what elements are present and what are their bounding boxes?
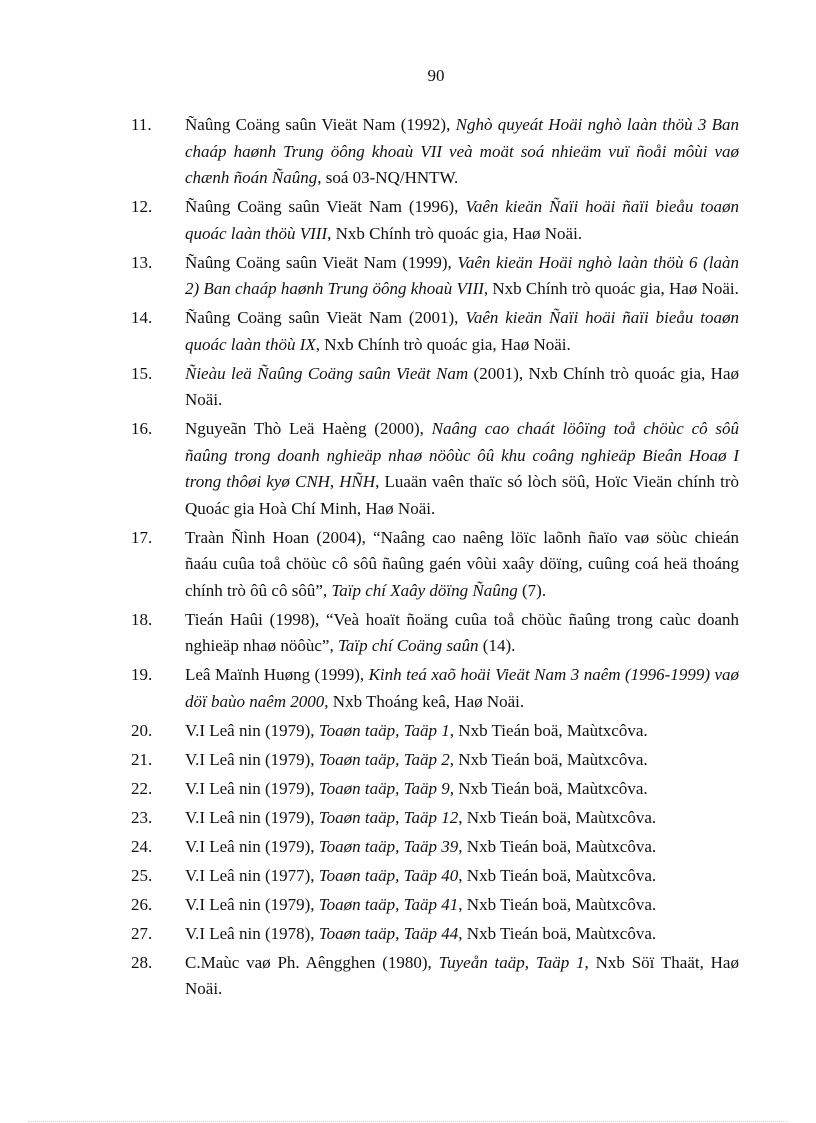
reference-number: 22.	[131, 778, 153, 798]
reference-author-year: Tieán Haûi (1998), “Veà hoaït ñoäng cuûa toå chöùc ñaûng trong caùc doanh nghieäp nhaø nöôùc”,	[185, 609, 739, 655]
reference-number: 21.	[131, 749, 153, 769]
reference-number: 25.	[131, 865, 153, 885]
reference-number: 13.	[131, 252, 153, 272]
reference-text	[185, 805, 739, 832]
reference-number: 19.	[131, 665, 153, 684]
reference-item	[131, 805, 739, 832]
reference-publisher: (14).	[478, 636, 516, 655]
reference-title: Toaøn taäp, Taäp 39	[318, 836, 459, 856]
reference-author-year: C.Maùc vaø Ph. Aêngghen (1980),	[185, 952, 439, 972]
reference-author-year: Traàn Ñình Hoan (2004), “Naâng cao naêng löïc laõnh ñaïo vaø söùc chieán ñaáu cuûa toå chöùc cô sôû ñaûng gaén vôùi xaây döïng, cuûng coá heä thoáng chính trò ôû cô sôû”,	[185, 527, 739, 600]
reference-author-year: Ñaûng Coäng saûn Vieät Nam (1992),	[185, 115, 456, 134]
reference-item	[131, 950, 739, 1003]
reference-number: 27.	[131, 923, 153, 943]
reference-number: 20.	[131, 720, 153, 740]
reference-title: Vaên kieän Ñaïi hoäi ñaïi bieåu toaøn quoác laàn thöù VIII	[185, 197, 739, 243]
reference-text	[185, 305, 739, 358]
reference-author-year: V.I Leâ nin (1977),	[185, 865, 319, 885]
reference-title: Nghò quyeát Hoäi nghò laàn thöù 3 Ban chaáp haønh Trung öông khoaù VII veà moät soá nhieäm vuï ñoåi môùi vaø chænh ñoán Ñaûng	[185, 115, 739, 187]
reference-author-year: Nguyeãn Thò Leä Haèng (2000),	[185, 419, 432, 438]
reference-item	[131, 718, 739, 745]
reference-text	[185, 776, 739, 803]
reference-author-year: Ñaûng Coäng saûn Vieät Nam (1999),	[185, 252, 458, 272]
reference-publisher: , Nxb Chính trò quoác gia, Haø Noäi.	[483, 279, 739, 298]
reference-author-year: V.I Leâ nin (1979),	[185, 894, 319, 914]
reference-author-year: Ñaûng Coäng saûn Vieät Nam (2001),	[185, 308, 466, 327]
reference-text	[185, 607, 739, 660]
reference-author-year: V.I Leâ nin (1978),	[185, 923, 319, 943]
reference-text	[185, 863, 739, 890]
reference-number: 23.	[131, 807, 153, 827]
reference-title: Toaøn taäp, Taäp 1	[318, 720, 450, 740]
reference-number: 24.	[131, 836, 153, 856]
reference-item	[131, 525, 739, 605]
reference-title: Taïp chí Xaây döïng Ñaûng	[331, 580, 518, 600]
reference-item	[131, 250, 739, 303]
reference-item	[131, 776, 739, 803]
reference-title: Ñieàu leä Ñaûng Coäng saûn Vieät Nam	[185, 363, 469, 383]
reference-title: Vaên kieän Hoäi nghò laàn thöù 6 (laàn 2) Ban chaáp haønh Trung öông khoaù VIII	[185, 252, 739, 298]
reference-text	[185, 950, 739, 1003]
reference-text	[185, 747, 739, 774]
reference-publisher: , Nxb Chính trò quoác gia, Haø Noäi.	[327, 223, 583, 243]
reference-publisher: , Nxb Tieán boä, Maùtxcôva.	[449, 778, 648, 798]
reference-title: Toaøn taäp, Taäp 12	[318, 807, 459, 827]
reference-title: Toaøn taäp, Taäp 44	[318, 923, 459, 943]
reference-item	[131, 662, 739, 715]
reference-text	[185, 361, 739, 414]
reference-publisher: (2001), Nxb Chính trò quoác gia, Haø Noäi.	[185, 363, 739, 409]
reference-number: 15.	[131, 363, 153, 383]
reference-text	[185, 112, 739, 192]
reference-item	[131, 416, 739, 522]
reference-text	[185, 416, 739, 522]
reference-item	[131, 892, 739, 919]
reference-item	[131, 921, 739, 948]
reference-text	[185, 892, 739, 919]
reference-title: Tuyeån taäp, Taäp 1	[438, 952, 585, 972]
page-number: 90	[427, 66, 445, 85]
reference-title: Kinh teá xaõ hoäi Vieät Nam 3 naêm (1996-1999) vaø döï baùo naêm 2000	[185, 665, 739, 711]
reference-author-year: Ñaûng Coäng saûn Vieät Nam (1996),	[185, 197, 466, 216]
reference-publisher: (7).	[517, 580, 547, 600]
reference-text	[185, 250, 739, 303]
reference-item	[131, 194, 739, 247]
reference-title: Toaøn taäp, Taäp 9	[318, 778, 450, 798]
reference-publisher: , Nxb Söï Thaät, Haø Noäi.	[185, 952, 739, 998]
reference-number: 14.	[131, 308, 153, 327]
reference-number: 18.	[131, 609, 153, 629]
reference-item	[131, 305, 739, 358]
reference-number: 26.	[131, 894, 153, 914]
reference-publisher: , Nxb Tieán boä, Maùtxcôva.	[458, 807, 657, 827]
reference-publisher: , Nxb Thoáng keâ, Haø Noäi.	[324, 691, 525, 711]
reference-author-year: V.I Leâ nin (1979),	[185, 778, 319, 798]
reference-publisher: , Nxb Tieán boä, Maùtxcôva.	[449, 749, 648, 769]
reference-item	[131, 607, 739, 660]
reference-title: Naâng cao chaát löôïng toå chöùc cô sôû ñaûng trong doanh nghieäp nhaø nöôùc ôû khu coâng nghieäp Bieân Hoaø I trong thôøi kyø CNH, HÑH	[185, 419, 739, 491]
reference-text	[185, 718, 739, 745]
reference-item	[131, 361, 739, 414]
reference-item	[131, 834, 739, 861]
reference-item	[131, 863, 739, 890]
reference-text	[185, 194, 739, 247]
reference-title: Taïp chí Coäng saûn	[337, 636, 479, 655]
reference-title: Toaøn taäp, Taäp 2	[318, 749, 450, 769]
reference-publisher: , Nxb Tieán boä, Maùtxcôva.	[458, 894, 657, 914]
reference-author-year: V.I Leâ nin (1979),	[185, 749, 319, 769]
reference-number: 11.	[131, 115, 152, 134]
reference-publisher: , Nxb Tieán boä, Maùtxcôva.	[449, 720, 648, 740]
reference-item	[131, 747, 739, 774]
reference-author-year: V.I Leâ nin (1979),	[185, 720, 319, 740]
reference-title: Toaøn taäp, Taäp 41	[318, 894, 459, 914]
reference-number: 12.	[131, 197, 153, 216]
reference-author-year: V.I Leâ nin (1979),	[185, 807, 319, 827]
reference-author-year: Leâ Maïnh Huøng (1999),	[185, 665, 369, 684]
reference-item	[131, 112, 739, 192]
reference-text	[185, 834, 739, 861]
reference-text	[185, 525, 739, 605]
reference-author-year: V.I Leâ nin (1979),	[185, 836, 319, 856]
reference-list	[131, 112, 739, 1005]
reference-text	[185, 662, 739, 715]
reference-title: Vaên kieän Ñaïi hoäi ñaïi bieåu toaøn quoác laàn thöù IX	[185, 308, 739, 354]
reference-number: 17.	[131, 527, 153, 547]
reference-publisher: , Nxb Chính trò quoác gia, Haø Noäi.	[315, 334, 571, 354]
reference-text	[185, 921, 739, 948]
reference-publisher: , Nxb Tieán boä, Maùtxcôva.	[458, 865, 657, 885]
reference-publisher: , soá 03-NQ/HNTW.	[317, 168, 459, 187]
reference-title: Toaøn taäp, Taäp 40	[318, 865, 459, 885]
reference-publisher: , Nxb Tieán boä, Maùtxcôva.	[458, 923, 657, 943]
reference-publisher: , Nxb Tieán boä, Maùtxcôva.	[458, 836, 657, 856]
reference-number: 28.	[131, 952, 153, 972]
reference-publisher: , Luaän vaên thaïc só lòch söû, Hoïc Vieän chính trò Quoác gia Hoà Chí Minh, Haø Noäi.	[185, 472, 739, 518]
reference-number: 16.	[131, 419, 153, 438]
